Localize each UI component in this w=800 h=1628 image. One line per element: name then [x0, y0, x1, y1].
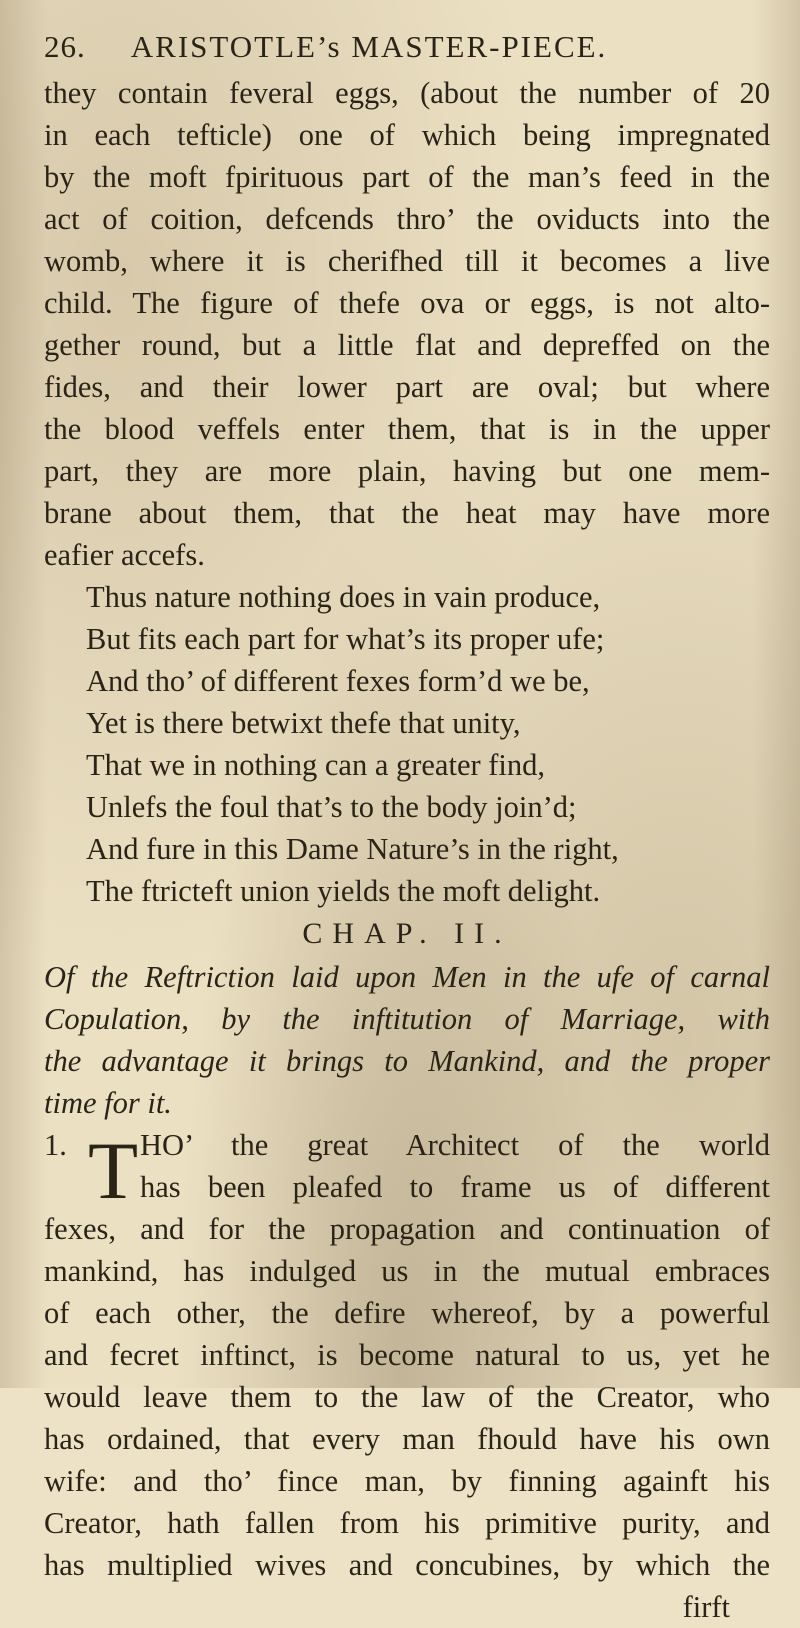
text-line: act of coition, defcends thro’ the oviducts into the [44, 202, 770, 236]
page-header [44, 22, 770, 72]
text-line: womb, where it is cherifhed till it becomes a live [44, 244, 770, 278]
text-line: the blood veffels enter them, that is in the upper [44, 412, 770, 446]
text-line: they contain feveral eggs, (about the number of 20 [44, 76, 770, 110]
text-line: in each tefticle) one of which being impregnated [44, 118, 770, 152]
section-opening [44, 1124, 770, 1216]
chapter-heading: CHAP. II. [302, 917, 512, 950]
verse-line: That we in nothing can a greater find, [86, 748, 546, 782]
paragraph-continued [44, 72, 770, 576]
text-line: child. The figure of thefe ova or eggs, is not alto- [44, 286, 770, 320]
catchword: firft [682, 1590, 730, 1624]
verse-line: Unlefs the foul that’s to the body join’d; [86, 790, 577, 824]
chapter-title [44, 956, 770, 1124]
text-line: Creator, hath fallen from his primitive purity, and [44, 1506, 770, 1540]
text-line: fexes, and for the propagation and continuation of [44, 1212, 770, 1246]
text-line: gether round, but a little flat and depreffed on the [44, 328, 770, 362]
page-number: 26. [44, 29, 86, 64]
text-line: and fecret inftinct, is become natural to us, yet he [44, 1338, 770, 1372]
verse [44, 576, 770, 912]
chapter-title-line: the advantage it brings to Mankind, and the proper [44, 1044, 770, 1078]
text-line: part, they are more plain, having but one mem- [44, 454, 770, 488]
text-line: brane about them, that the heat may have more [44, 496, 770, 530]
text-line: fides, and their lower part are oval; but where [44, 370, 770, 404]
text-line: has been pleafed to frame us of different [140, 1170, 770, 1204]
section-number: 1. [44, 1128, 67, 1162]
verse-line: And tho’ of different fexes form’d we be, [86, 664, 590, 698]
verse-line: The ftricteft union yields the moft delight. [86, 874, 601, 908]
page-text [44, 22, 770, 1628]
chapter-title-line: Copulation, by the inftitution of Marriage, with [44, 1002, 770, 1036]
running-head: ARISTOTLE’s MASTER-PIECE. [130, 29, 608, 64]
section-1 [44, 1124, 770, 1628]
chapter-title-line: Of the Reftriction laid upon Men in the ufe of carnal [44, 960, 770, 994]
text-line: mankind, has indulged us in the mutual embraces [44, 1254, 770, 1288]
text-line: wife: and tho’ fince man, by finning againft his [44, 1464, 770, 1498]
verse-line: Thus nature nothing does in vain produce, [86, 580, 601, 614]
text-line: has multiplied wives and concubines, by which the [44, 1548, 770, 1582]
verse-line: Yet is there betwixt thefe that unity, [86, 706, 521, 740]
verse-line: But fits each part for what’s its proper ufe; [86, 622, 605, 656]
text-line: eafier accefs. [44, 538, 205, 572]
text-line: would leave them to the law of the Creator, who [44, 1380, 770, 1414]
text-line: by the moft fpirituous part of the man’s feed in the [44, 160, 770, 194]
chapter-title-line: time for it. [44, 1086, 172, 1120]
text-line [44, 1124, 770, 1166]
text-line: has ordained, that every man fhould have his own [44, 1422, 770, 1456]
drop-cap: T [88, 1125, 139, 1216]
verse-line: And fure in this Dame Nature’s in the right, [86, 832, 619, 866]
text-line: of each other, the defire whereof, by a powerful [44, 1296, 770, 1330]
first-line-text: HO’ the great Architect of the world [140, 1128, 770, 1162]
